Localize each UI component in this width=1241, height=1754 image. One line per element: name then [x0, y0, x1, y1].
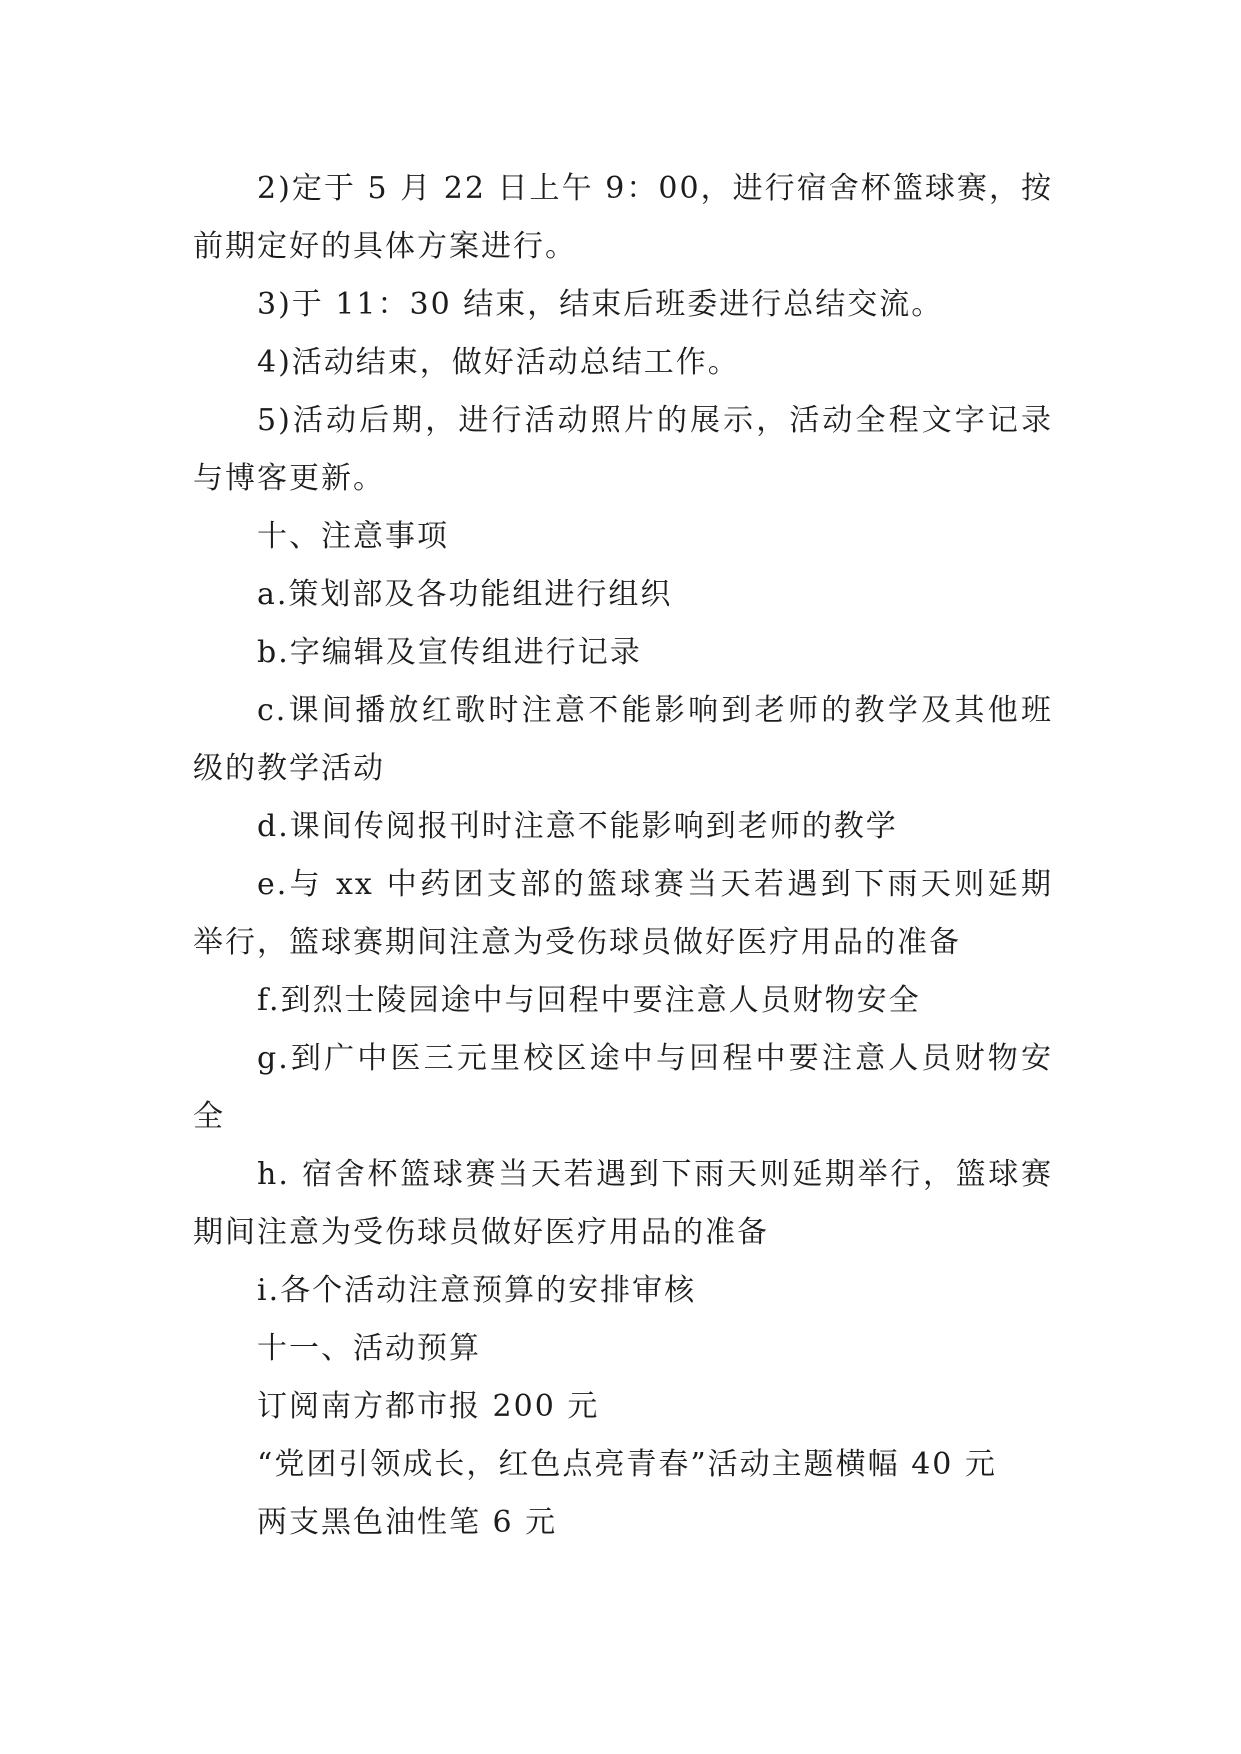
section-heading-notes: 十、注意事项 [257, 519, 449, 554]
budget-item-newspaper: 订阅南方都市报 200 元 [257, 1389, 600, 1424]
paragraph-step-5: 5)活动后期，进行活动照片的展示，活动全程文字记录与博客更新。 [193, 403, 1053, 496]
note-item-d: d.课间传阅报刊时注意不能影响到老师的教学 [257, 809, 898, 844]
note-item-i: i.各个活动注意预算的安排审核 [257, 1273, 697, 1308]
paragraph-step-3: 3)于 11：30 结束，结束后班委进行总结交流。 [257, 287, 944, 322]
note-item-b: b.字编辑及宣传组进行记录 [257, 635, 642, 670]
budget-item-banner: “党团引领成长，红色点亮青春”活动主题横幅 40 元 [257, 1447, 997, 1482]
document-body [193, 160, 1053, 1552]
note-item-f: f.到烈士陵园途中与回程中要注意人员财物安全 [257, 983, 921, 1018]
note-item-c: c.课间播放红歌时注意不能影响到老师的教学及其他班级的教学活动 [193, 693, 1053, 786]
note-item-g: g.到广中医三元里校区途中与回程中要注意人员财物安全 [193, 1041, 1053, 1134]
paragraph-step-4: 4)活动结束，做好活动总结工作。 [257, 345, 740, 380]
note-item-h: h. 宿舍杯篮球赛当天若遇到下雨天则延期举行，篮球赛期间注意为受伤球员做好医疗用品的准备 [193, 1157, 1053, 1250]
paragraph-step-2: 2)定于 5 月 22 日上午 9：00，进行宿舍杯篮球赛，按前期定好的具体方案进行。 [193, 171, 1053, 264]
note-item-a: a.策划部及各功能组进行组织 [257, 577, 673, 612]
budget-item-pens: 两支黑色油性笔 6 元 [257, 1505, 558, 1540]
note-item-e: e.与 xx 中药团支部的篮球赛当天若遇到下雨天则延期举行，篮球赛期间注意为受伤球员做好医疗用品的准备 [193, 867, 1053, 960]
section-heading-budget: 十一、活动预算 [257, 1331, 481, 1366]
